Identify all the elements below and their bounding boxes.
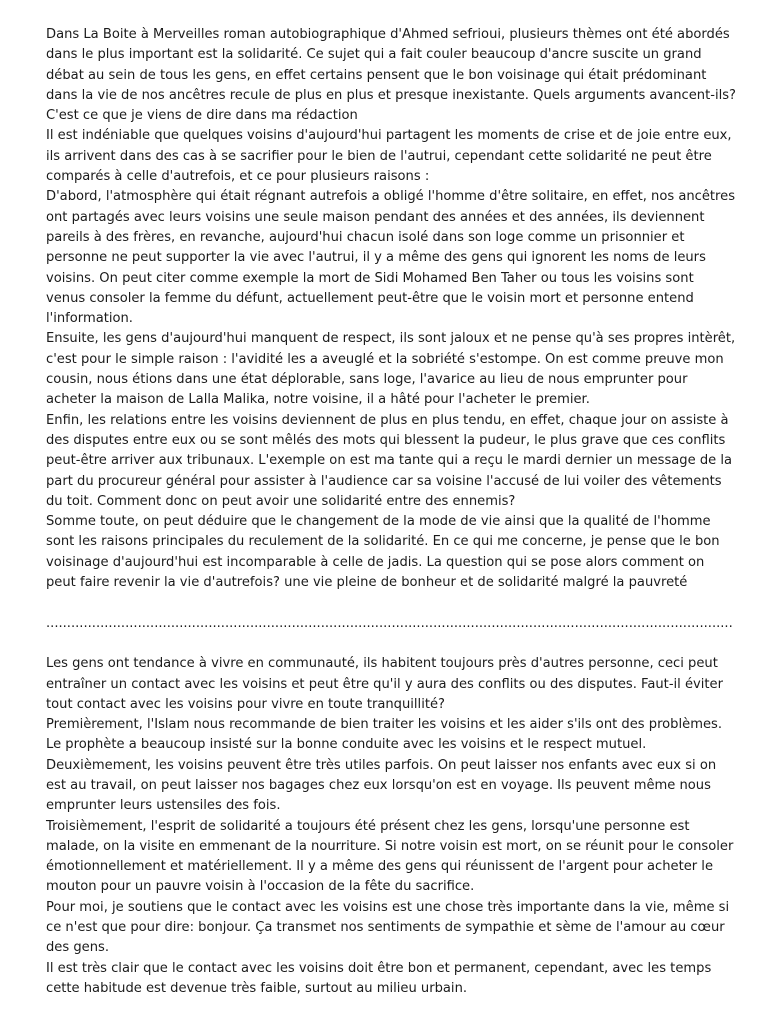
paragraph-intro: Dans La Boite à Merveilles roman autobiographique d'Ahmed sefrioui, plusieurs thèmes ont été abordés dans le plus important est la solidarité. Ce sujet qui a fait couler beaucoup d'ancre suscite un grand débat au sein de tous les gens, en effet certains pensent que le bon voisinage qui était prédominant dans la vie de nos ancêtres recule de plus en plus et presque inexistante. Quels arguments avancent-ils? C'est ce que je viens de dire dans ma rédaction (46, 27, 736, 124)
paragraph-opinion: Pour moi, je soutiens que le contact avec les voisins est une chose très importante dans la vie, même si ce n'est que pour dire: bonjour. Ça transmet nos sentiments de sympathie et sème de l'amour au cœur des gens. (46, 899, 730, 956)
paragraph-conclusion: Il est très clair que le contact avec les voisins doit être bon et permanent, cependant, avec les temps cette habitude est devenue très faible, surtout au milieu urbain. (46, 960, 712, 996)
blank-line (46, 634, 736, 654)
paragraph-thesis: Il est indéniable que quelques voisins d'aujourd'hui partagent les moments de crise et de joie entre eux, ils arrivent dans des cas à se sacrifier pour le bien de l'autrui, cependant cette solidarité ne peut être comparés à celle d'autrefois, et ce pour plusieurs raisons : (46, 128, 732, 185)
blank-line (46, 593, 736, 613)
paragraph-third-argument: Enfin, les relations entre les voisins deviennent de plus en plus tendu, en effet, chaque jour on assiste à des disputes entre eux ou se sont mêlés des mots qui blessent la pudeur, le plus grave que ces conflits peut-être arriver aux tribunaux. L'exemple on est ma tante qui a reçu le mardi dernier un message de la part du procureur général pour assister à l'audience car sa voisine l'accusé de lui voiler des vêtements du toit. Comment donc on peut avoir une solidarité entre des ennemis? (46, 412, 733, 509)
paragraph-third-argument: Troisièmement, l'esprit de solidarité a toujours été présent chez les gens, lorsqu'une personne est malade, on la visite en emmenant de la nourriture. Si notre voisin est mort, on se réunit pour le consoler émotionnellement et matériellement. Il y a même des gens qui réunissent de l'argent pour acheter le mouton pour un pauvre voisin à l'occasion de la fête du sacrifice. (46, 818, 734, 895)
essay-section-a (46, 25, 736, 593)
paragraph-second-argument: Deuxièmement, les voisins peuvent être très utiles parfois. On peut laisser nos enfants avec eux si on est au travail, on peut laisser nos bagages chez eux lorsqu'on est en voyage. Ils peuvent même nous emprunter leurs ustensiles des fois. (46, 757, 717, 814)
essay-section-b (46, 654, 736, 999)
paragraph-intro: Les gens ont tendance à vivre en communauté, ils habitent toujours près d'autres personne, ceci peut entraîner un contact avec les voisins et peut être qu'il y aura des conflits ou des disputes. Faut-il éviter tout contact avec les voisins pour vivre en toute tranquillité? (46, 656, 723, 712)
paragraph-first-argument: D'abord, l'atmosphère qui était régnant autrefois a obligé l'homme d'être solitaire, en effet, nos ancêtres ont partagés avec leurs voisins une seule maison pendant des années et des années, ils deviennent pareils à des frères, en revanche, aujourd'hui chacun isolé dans son loge comme un prisonnier et personne ne peut supporter la vie avec l'autrui, il y a même des gens qui ignorent les noms de leurs voisins. On peut citer comme exemple la mort de Sidi Mohamed Ben Taher ou tous les voisins sont venus consoler la femme du défunt, actuellement peut-être que le voisin mort et personne entend l'information. (46, 189, 736, 327)
dotted-separator: ..................................................................................................................................................................... (46, 615, 733, 631)
paragraph-first-argument: Premièrement, l'Islam nous recommande de bien traiter les voisins et les aider s'ils ont des problèmes. Le prophète a beaucoup insisté sur la bonne conduite avec les voisins et le respect mutuel. (46, 717, 722, 753)
paragraph-conclusion: Somme toute, on peut déduire que le changement de la mode de vie ainsi que la qualité de l'homme sont les raisons principales du reculement de la solidarité. En ce qui me concerne, je pense que le bon voisinage d'aujourd'hui est incomparable à celle de jadis. La question qui se pose alors comment on peut faire revenir la vie d'autrefois? une vie pleine de bonheur et de solidarité malgré la pauvreté (46, 514, 720, 591)
paragraph-second-argument: Ensuite, les gens d'aujourd'hui manquent de respect, ils sont jaloux et ne pense qu'à ses propres intèrêt, c'est pour le simple raison : l'avidité les a aveuglé et la sobriété s'estompe. On est comme preuve mon cousin, nous étions dans une état déplorable, sans loge, l'avarice au lieu de nous emprunter pour acheter la maison de Lalla Malika, notre voisine, il a hâté pour l'acheter le premier. (46, 331, 736, 408)
document-page (46, 25, 736, 999)
